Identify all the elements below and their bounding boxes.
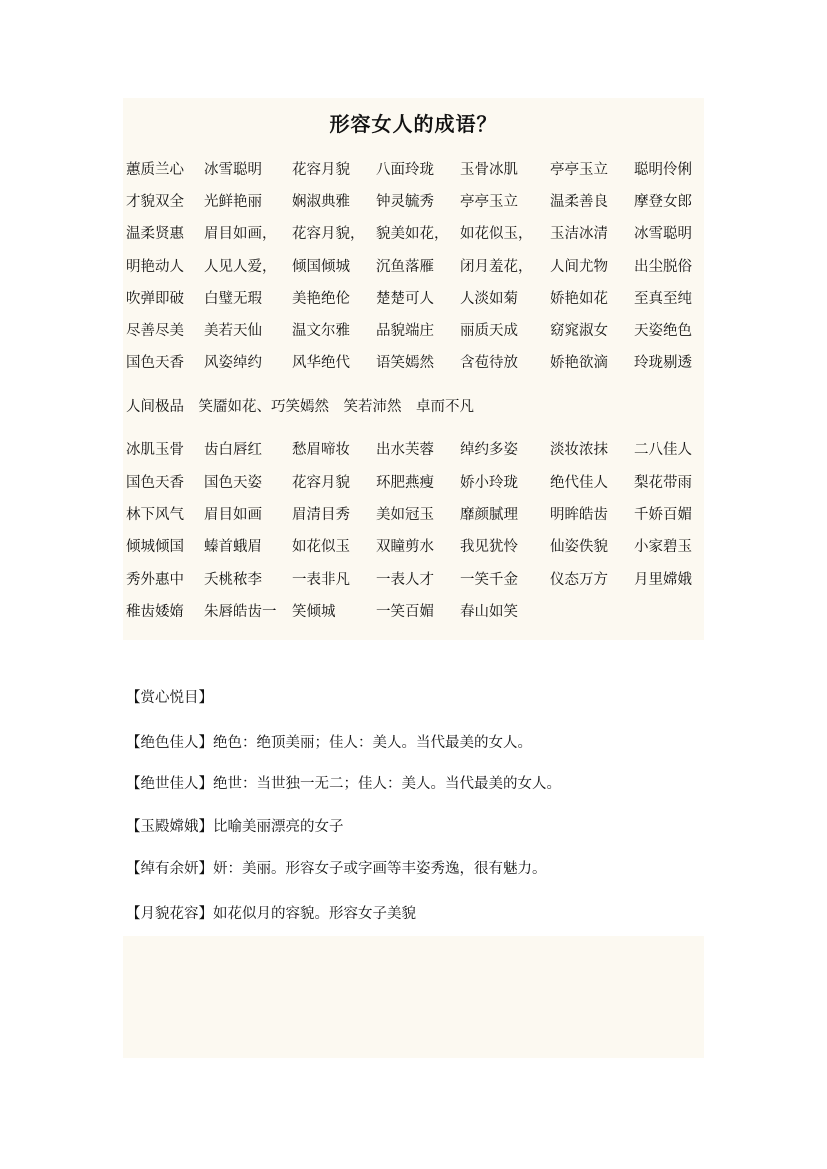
idiom-cell: 温柔善良	[550, 194, 608, 210]
idiom-cell: 千娇百媚	[634, 507, 692, 523]
idiom-cell: 人见人爱，	[204, 259, 277, 275]
idiom-cell: 娇小玲珑	[460, 475, 518, 491]
idiom-cell: 光鲜艳丽	[204, 194, 262, 210]
idiom-row	[126, 601, 706, 623]
idiom-cell: 一表非凡	[292, 572, 350, 588]
idiom-cell: 靡颜腻理	[460, 507, 518, 523]
idiom-cell: 品貌端庄	[376, 323, 434, 339]
idiom-row	[126, 352, 706, 374]
idiom-cell: 秀外惠中	[126, 572, 184, 588]
idiom-row	[126, 288, 706, 310]
idiom-cell: 白璧无瑕	[204, 291, 262, 307]
idiom-cell: 夭桃秾李	[204, 572, 262, 588]
idiom-cell: 娇艳欲滴	[550, 355, 608, 371]
idiom-cell: 尽善尽美	[126, 323, 184, 339]
idiom-cell: 朱唇皓齿一	[204, 604, 277, 620]
idiom-cell: 稚齿婑媠	[126, 604, 184, 620]
idiom-cell: 二八佳人	[634, 442, 692, 458]
idiom-cell: 闭月羞花，	[460, 259, 533, 275]
definition-item: 【绝世佳人】绝世：当世独一无二；佳人：美人。当代最美的女人。	[126, 776, 561, 792]
page-title: 形容女人的成语？	[329, 112, 498, 136]
idiom-row	[126, 439, 706, 461]
idiom-cell: 国色天香	[126, 355, 184, 371]
idiom-cell: 一表人才	[376, 572, 434, 588]
idiom-cell: 花容月貌	[292, 162, 350, 178]
idiom-cell: 笑倾城	[292, 604, 336, 620]
idiom-cell: 仙姿佚貌	[550, 539, 608, 555]
idiom-cell: 倾城倾国	[126, 539, 184, 555]
idiom-cell: 出尘脱俗	[634, 259, 692, 275]
idiom-cell: 玲珑剔透	[634, 355, 692, 371]
idiom-cell: 绰约多姿	[460, 442, 518, 458]
idiom-cell: 沉鱼落雁	[376, 259, 434, 275]
idiom-cell: 如花似玉	[292, 539, 350, 555]
idiom-cell: 美如冠玉	[376, 507, 434, 523]
idiom-cell: 娇艳如花	[550, 291, 608, 307]
idiom-row	[126, 504, 706, 526]
idiom-cell: 亭亭玉立	[460, 194, 518, 210]
idiom-cell: 一笑千金	[460, 572, 518, 588]
idiom-cell: 人间尤物	[550, 259, 608, 275]
idiom-cell: 风姿绰约	[204, 355, 262, 371]
idiom-cell: 花容月貌，	[292, 226, 365, 242]
idiom-cell: 冰雪聪明	[204, 162, 262, 178]
idiom-cell: 含苞待放	[460, 355, 518, 371]
idiom-cell: 才貌双全	[126, 194, 184, 210]
idiom-cell: 绝代佳人	[550, 475, 608, 491]
idiom-cell: 明眸皓齿	[550, 507, 608, 523]
idiom-cell: 风华绝代	[292, 355, 350, 371]
idiom-cell: 小家碧玉	[634, 539, 692, 555]
idiom-row	[126, 472, 706, 494]
idiom-cell: 眉目如画，	[204, 226, 277, 242]
idiom-cell: 愁眉啼妆	[292, 442, 350, 458]
idiom-cell: 环肥燕瘦	[376, 475, 434, 491]
idiom-row	[126, 569, 706, 591]
idiom-cell: 冰雪聪明	[634, 226, 692, 242]
idiom-cell: 花容月貌	[292, 475, 350, 491]
idiom-cell: 玉骨冰肌	[460, 162, 518, 178]
idiom-row	[126, 159, 706, 181]
idiom-cell: 楚楚可人	[376, 291, 434, 307]
idiom-cell: 亭亭玉立	[550, 162, 608, 178]
definition-item: 【绝色佳人】绝色：绝顶美丽；佳人：美人。当代最美的女人。	[126, 735, 532, 751]
idiom-cell: 玉洁冰清	[550, 226, 608, 242]
definition-item: 【绰有余妍】妍：美丽。形容女子或字画等丰姿秀逸，很有魅力。	[126, 861, 547, 877]
idiom-cell: 月里嫦娥	[634, 572, 692, 588]
idiom-cell: 美艳绝伦	[292, 291, 350, 307]
idiom-row	[126, 223, 706, 245]
definition-item: 【月貌花容】如花似月的容貌。形容女子美貌	[126, 906, 416, 922]
idiom-cell: 双瞳剪水	[376, 539, 434, 555]
extra-idiom-line: 人间极品 笑靥如花、巧笑嫣然 笑若沛然 卓而不凡	[126, 399, 474, 415]
idiom-cell: 蕙质兰心	[126, 162, 184, 178]
idiom-cell: 仪态万方	[550, 572, 608, 588]
idiom-cell: 林下风气	[126, 507, 184, 523]
idiom-row	[126, 320, 706, 342]
idiom-cell: 明艳动人	[126, 259, 184, 275]
idiom-cell: 梨花带雨	[634, 475, 692, 491]
idiom-cell: 貌美如花，	[376, 226, 449, 242]
idiom-row	[126, 256, 706, 278]
idiom-cell: 摩登女郎	[634, 194, 692, 210]
idiom-cell: 我见犹怜	[460, 539, 518, 555]
idiom-cell: 一笑百媚	[376, 604, 434, 620]
idiom-cell: 温文尔雅	[292, 323, 350, 339]
idiom-cell: 淡妆浓抹	[550, 442, 608, 458]
idiom-cell: 娴淑典雅	[292, 194, 350, 210]
idiom-cell: 螓首蛾眉	[204, 539, 262, 555]
footer-panel	[123, 936, 704, 1058]
idiom-cell: 国色天姿	[204, 475, 262, 491]
idiom-cell: 眉清目秀	[292, 507, 350, 523]
idiom-cell: 美若天仙	[204, 323, 262, 339]
idiom-cell: 钟灵毓秀	[376, 194, 434, 210]
idiom-cell: 春山如笑	[460, 604, 518, 620]
idiom-cell: 齿白唇红	[204, 442, 262, 458]
idiom-cell: 倾国倾城	[292, 259, 350, 275]
definition-item: 【玉殿嫦娥】比喻美丽漂亮的女子	[126, 819, 344, 835]
idiom-cell: 人淡如菊	[460, 291, 518, 307]
idiom-row	[126, 536, 706, 558]
idiom-cell: 至真至纯	[634, 291, 692, 307]
idiom-cell: 聪明伶俐	[634, 162, 692, 178]
idiom-cell: 眉目如画	[204, 507, 262, 523]
idiom-cell: 出水芙蓉	[376, 442, 434, 458]
idiom-cell: 温柔贤惠	[126, 226, 184, 242]
idiom-cell: 窈窕淑女	[550, 323, 608, 339]
idiom-cell: 如花似玉，	[460, 226, 533, 242]
idiom-cell: 八面玲珑	[376, 162, 434, 178]
section-heading: 【赏心悦目】	[126, 690, 213, 706]
idiom-cell: 丽质天成	[460, 323, 518, 339]
idiom-cell: 语笑嫣然	[376, 355, 434, 371]
idiom-cell: 冰肌玉骨	[126, 442, 184, 458]
idiom-cell: 天姿绝色	[634, 323, 692, 339]
idiom-cell: 吹弹即破	[126, 291, 184, 307]
idiom-cell: 国色天香	[126, 475, 184, 491]
idiom-row	[126, 191, 706, 213]
